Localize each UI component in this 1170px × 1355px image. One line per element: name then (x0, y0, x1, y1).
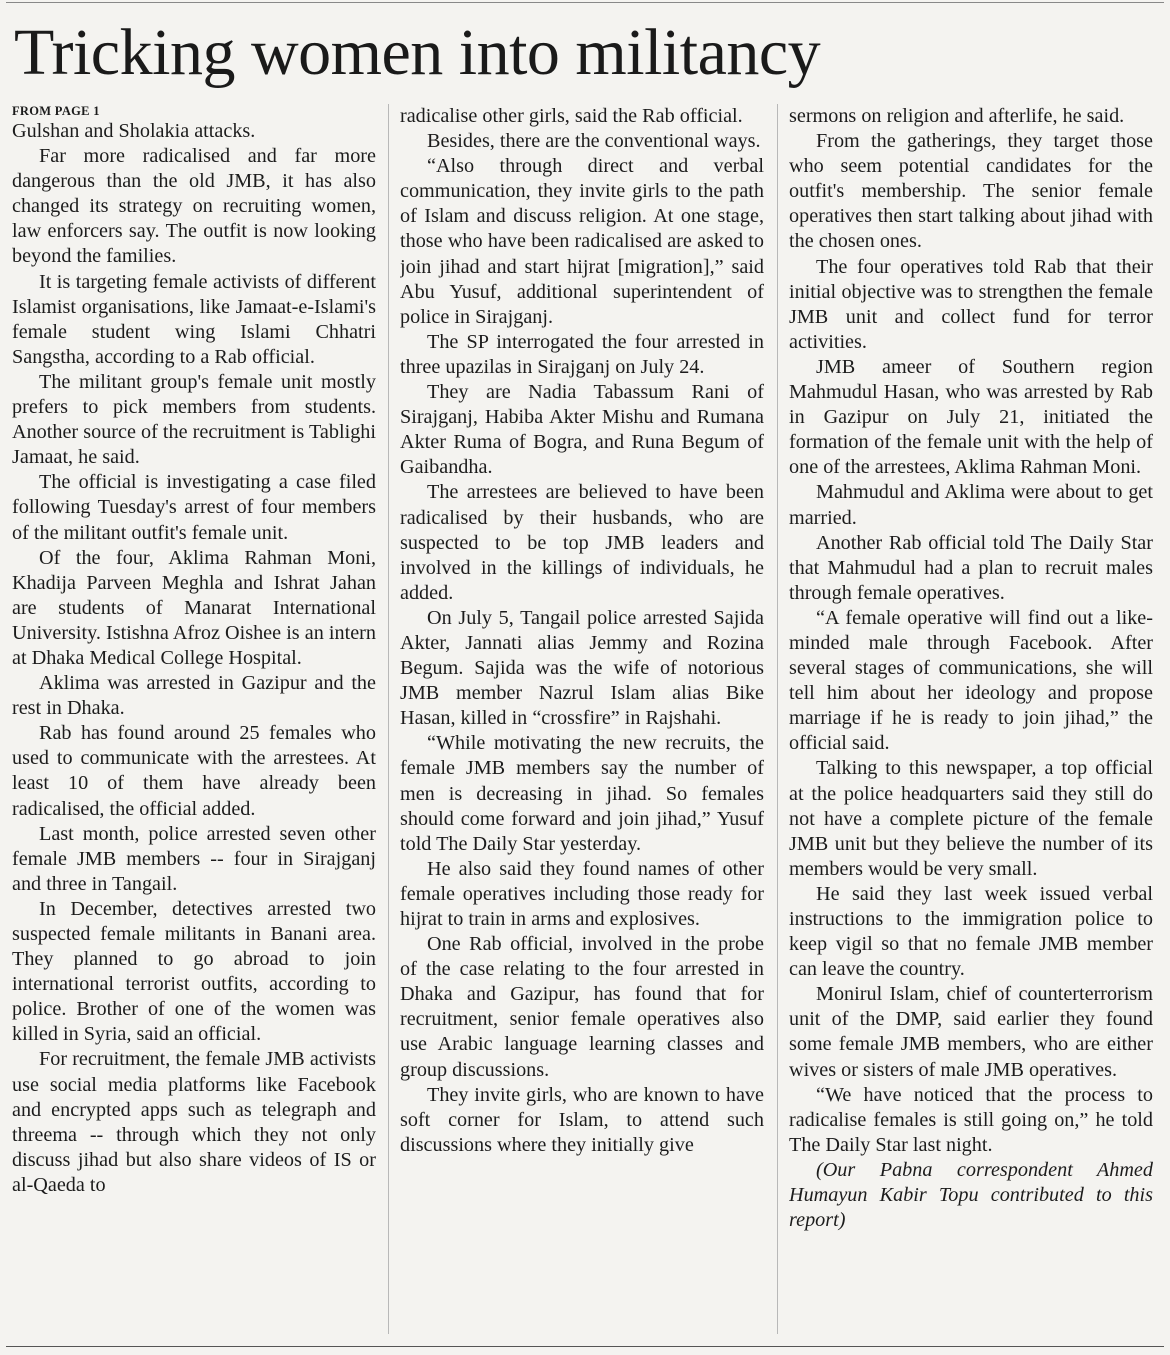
paragraph: Mahmudul and Aklima were about to get married. (789, 481, 1153, 529)
paragraph: The arrestees are believed to have been radicalised by their husbands, who are suspected to be top JMB leaders and involved in the killings of individuals, he added. (400, 481, 764, 604)
paragraph: Another Rab official told The Daily Star that Mahmudul had a plan to recruit males through female operatives. (789, 531, 1153, 604)
paragraph: They invite girls, who are known to have soft corner for Islam, to attend such discussions where they initially give (400, 1083, 764, 1156)
paragraph: Far more radicalised and far more dangerous than the old JMB, it has also changed its strategy on recruiting women, law enforcers say. The outfit is now looking beyond the families. (12, 145, 376, 268)
contributor-credit: (Our Pabna correspondent Ahmed Humayun Kabir Topu contributed to this report) (789, 1158, 1153, 1232)
paragraph: The official is investigating a case filed following Tuesday's arrest of four members of the militant outfit's female unit. (12, 471, 376, 544)
paragraph: “A female operative will find out a like-minded male through Facebook. After several stages of communications, she will tell him about her ideology and propose marriage if he is ready to join jihad,” the official said. (789, 606, 1153, 755)
column-divider (388, 104, 389, 1334)
paragraph: From the gatherings, they target those who seem potential candidates for the outfit's membership. The senior female operatives then start talking about jihad with the chosen ones. (789, 130, 1153, 253)
paragraph: “Also through direct and verbal communication, they invite girls to the path of Islam and discuss religion. At one stage, those who have been radicalised are asked to join jihad and start hijrat [migration],” said Abu Yusuf, additional superintendent of police in Sirajganj. (400, 155, 764, 328)
paragraph: On July 5, Tangail police arrested Sajida Akter, Jannati alias Jemmy and Rozina Begum. Sajida was the wife of notorious JMB member Nazrul Islam alias Bike Hasan, killed in “crossfire” in Rajshahi. (400, 606, 764, 730)
paragraph: Talking to this newspaper, a top official at the police headquarters said they still do not have a complete picture of the female JMB unit but they believe the number of its members would be very small. (789, 757, 1153, 880)
paragraph: sermons on religion and afterlife, he said. (789, 105, 1125, 127)
paragraph: radicalise other girls, said the Rab official. (400, 105, 743, 127)
paragraph: JMB ameer of Southern region Mahmudul Hasan, who was arrested by Rab in Gazipur on July 21, initiated the formation of the female unit with the help of one of the arrestees, Aklima Rahman Moni. (789, 355, 1153, 479)
paragraph: For recruitment, the female JMB activists use social media platforms like Facebook and encrypted apps such as telegraph and threema -- through which they not only discuss jihad but also share videos of IS or al-Qaeda to (12, 1048, 376, 1196)
paragraph: The militant group's female unit mostly prefers to pick members from students. Another source of the recruitment is Tablighi Jamaat, he said. (12, 370, 376, 469)
paragraph: It is targeting female activists of different Islamist organisations, like Jamaat-e-Islami's female student wing Islami Chhatri Sangstha, according to a Rab official. (12, 270, 376, 368)
headline: Tricking women into militancy (14, 16, 821, 89)
paragraph: “We have noticed that the process to radicalise females is still going on,” he told The Daily Star last night. (789, 1083, 1153, 1156)
paragraph: Rab has found around 25 females who used to communicate with the arrestees. At least 10 of them have already been radicalised, the official added. (12, 722, 376, 820)
paragraph: Monirul Islam, chief of counterterrorism unit of the DMP, said earlier they found some female JMB members, who are either wives or sisters of male JMB operatives. (789, 983, 1153, 1081)
paragraph: The SP interrogated the four arrested in three upazilas in Sirajganj on July 24. (400, 330, 764, 378)
paragraph: One Rab official, involved in the probe of the case relating to the four arrested in Dhaka and Gazipur, has found that for recruitment, senior female operatives also use Arabic language learning classes and group discussions. (400, 933, 764, 1081)
article-column-1 (12, 104, 376, 1334)
jump-label: FROM PAGE 1 (12, 104, 100, 118)
top-rule (6, 2, 1164, 3)
paragraph: He said they last week issued verbal instructions to the immigration police to keep vigil so that no female JMB member can leave the country. (789, 882, 1153, 981)
paragraph: He also said they found names of other female operatives including those ready for hijrat to train in arms and explosives. (400, 857, 764, 930)
paragraph: The four operatives told Rab that their initial objective was to strengthen the female JMB unit and collect fund for terror activities. (789, 255, 1153, 353)
column-divider (777, 104, 778, 1334)
bottom-rule (6, 1346, 1164, 1347)
paragraph: They are Nadia Tabassum Rani of Sirajganj, Habiba Akter Mishu and Rumana Akter Ruma of Bogra, and Runa Begum of Gaibandha. (400, 381, 764, 479)
paragraph: “While motivating the new recruits, the female JMB members say the number of men is decreasing in jihad. So females should come forward and join jihad,” Yusuf told The Daily Star yesterday. (400, 732, 764, 855)
paragraph: Aklima was arrested in Gazipur and the rest in Dhaka. (12, 672, 376, 720)
article-column-3 (789, 104, 1153, 1334)
paragraph: Gulshan and Sholakia attacks. (12, 120, 256, 142)
article-column-2 (400, 104, 764, 1334)
paragraph: Of the four, Aklima Rahman Moni, Khadija Parveen Meghla and Ishrat Jahan are students of Manarat International University. Istishna Afroz Oishee is an intern at Dhaka Medical College Hospital. (12, 546, 376, 669)
paragraph: Last month, police arrested seven other female JMB members -- four in Sirajganj and three in Tangail. (12, 822, 376, 895)
paragraph: In December, detectives arrested two suspected female militants in Banani area. They planned to go abroad to join international terrorist outfits, according to police. Brother of one of the women was killed in Syria, said an official. (12, 897, 376, 1046)
paragraph: Besides, there are the conventional ways. (427, 130, 761, 153)
